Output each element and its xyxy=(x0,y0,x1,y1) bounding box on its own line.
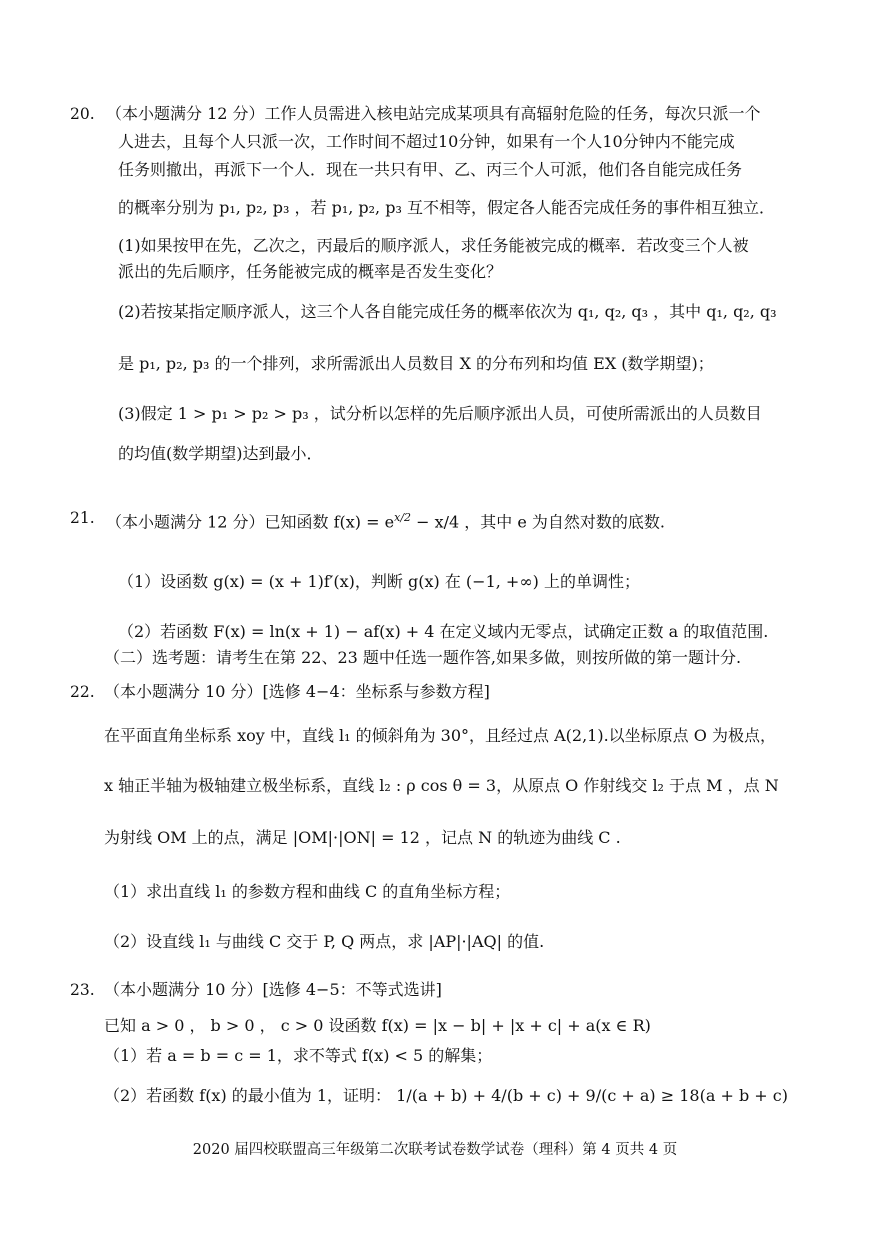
q20-line-2: 人进去，且每个人只派一次，工作时间不超过10分钟，如果有一个人10分钟内不能完成 xyxy=(118,132,735,151)
q20-line-1: （本小题满分 12 分）工作人员需进入核电站完成某项具有高辐射危险的任务，每次只派一个 xyxy=(106,104,761,123)
q22-line-2: x 轴正半轴为极轴建立极坐标系，直线 l₂ : ρ cos θ = 3，从原点 O 作射线交 l₂ 于点 M ，点 N xyxy=(104,776,779,795)
q20-part1-line-1: (1)如果按甲在先，乙次之，丙最后的顺序派人，求任务能被完成的概率．若改变三个人被 xyxy=(118,236,749,255)
q21-exponent: x/2 xyxy=(394,511,412,524)
q20-part2-line-1: (2)若按某指定顺序派人，这三个人各自能完成任务的概率依次为 q₁, q₂, q₃ ，其中 q₁, q₂, q₃ xyxy=(118,302,777,321)
q22-header: （本小题满分 10 分）[选修 4−4：坐标系与参数方程] xyxy=(104,682,490,701)
q23-part1: （1）若 a = b = c = 1，求不等式 f(x) < 5 的解集； xyxy=(104,1046,493,1065)
q21-part1: （1）设函数 g(x) = (x + 1)f′(x)，判断 g(x) 在 (−1, +∞) 上的单调性； xyxy=(118,572,640,591)
elective-note: （二）选考题：请考生在第 22、23 题中任选一题作答,如果多做，则按所做的第一题计分. xyxy=(104,648,742,667)
q23-line-1: 已知 a > 0 ， b > 0 ， c > 0 设函数 f(x) = |x − b| + |x + c| + a(x ∈ R) xyxy=(104,1016,651,1035)
q21-intro-a: （本小题满分 12 分）已知函数 f(x) = e xyxy=(106,512,395,532)
q20-line-3: 任务则撤出，再派下一个人．现在一共只有甲、乙、丙三个人可派，他们各自能完成任务 xyxy=(118,160,743,179)
q21-intro-b: − x/4 ，其中 e 为自然对数的底数. xyxy=(411,512,666,532)
q20-part2-line-2: 是 p₁, p₂, p₃ 的一个排列，求所需派出人员数目 X 的分布列和均值 EX (数学期望)； xyxy=(118,354,714,373)
q20-line-4: 的概率分别为 p₁, p₂, p₃ ，若 p₁, p₂, p₃ 互不相等，假定各人能否完成任务的事件相互独立． xyxy=(118,198,775,217)
page-footer: 2020 届四校联盟高三年级第二次联考试卷数学试卷（理科）第 4 页共 4 页 xyxy=(192,1142,678,1158)
q22-part1: （1）求出直线 l₁ 的参数方程和曲线 C 的直角坐标方程； xyxy=(104,882,511,901)
q20-part1-line-2: 派出的先后顺序，任务能被完成的概率是否发生变化？ xyxy=(118,262,503,281)
q23-header: （本小题满分 10 分）[选修 4−5：不等式选讲] xyxy=(104,980,442,999)
q22-part2: （2）设直线 l₁ 与曲线 C 交于 P, Q 两点，求 |AP|·|AQ| 的值. xyxy=(104,932,545,951)
question-number-21: 21. xyxy=(70,509,95,527)
q23-part2: （2）若函数 f(x) 的最小值为 1，证明： 1/(a + b) + 4/(b + c) + 9/(c + a) ≥ 18(a + b + c) xyxy=(104,1086,788,1105)
q21-part2: （2）若函数 F(x) = ln(x + 1) − af(x) + 4 在定义域内无零点，试确定正数 a 的取值范围. xyxy=(118,622,769,641)
question-number-23: 23. xyxy=(70,981,95,999)
q22-line-3: 为射线 OM 上的点，满足 |OM|·|ON| = 12 ，记点 N 的轨迹为曲线 C . xyxy=(104,828,621,847)
q22-line-1: 在平面直角坐标系 xoy 中，直线 l₁ 的倾斜角为 30°，且经过点 A(2,1).以坐标原点 O 为极点， xyxy=(104,726,776,745)
q21-intro xyxy=(106,508,665,532)
q20-part3-line-1: (3)假定 1 > p₁ > p₂ > p₃ ，试分析以怎样的先后顺序派出人员，可使所需派出的人员数目 xyxy=(118,404,762,423)
question-number-22: 22. xyxy=(70,683,95,701)
question-number-20: 20. xyxy=(70,105,95,123)
q20-part3-line-2: 的均值(数学期望)达到最小． xyxy=(118,444,323,463)
